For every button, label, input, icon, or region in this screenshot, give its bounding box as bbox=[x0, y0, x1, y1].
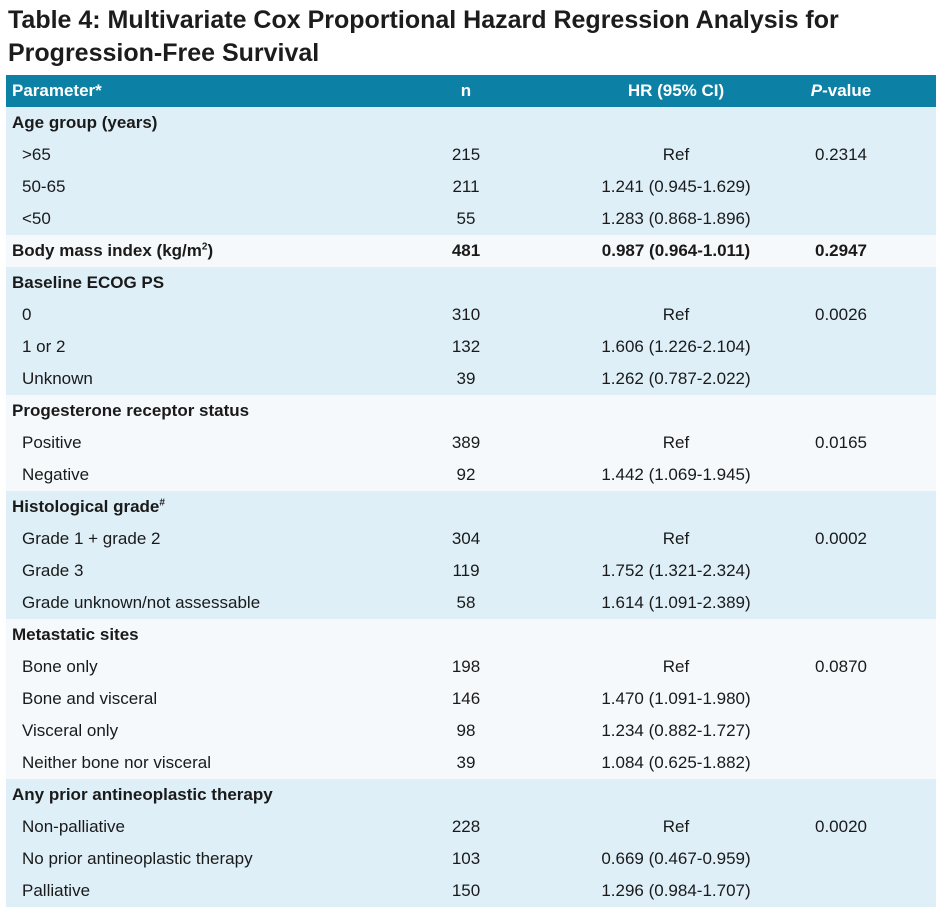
cell-parameter bbox=[22, 683, 157, 715]
parameter-text: Histological grade bbox=[12, 497, 160, 516]
cell-parameter bbox=[12, 619, 139, 651]
cell-n: 39 bbox=[456, 369, 476, 388]
cell-parameter bbox=[22, 651, 98, 683]
cell-hr-ci: 1.241 (0.945-1.629) bbox=[601, 177, 751, 196]
parameter-text: <50 bbox=[22, 209, 51, 228]
parameter-text: Unknown bbox=[22, 369, 93, 388]
cell-parameter bbox=[22, 811, 125, 843]
cell-p-value: 0.2314 bbox=[815, 145, 867, 164]
header-hr: HR (95% CI) bbox=[627, 81, 725, 100]
parameter-text: Palliative bbox=[22, 881, 91, 900]
parameter-text: Grade unknown/not assessable bbox=[22, 593, 261, 612]
cell-parameter bbox=[12, 491, 165, 523]
parameter-text: Bone and visceral bbox=[22, 689, 158, 708]
table-group-row bbox=[6, 619, 936, 651]
table-group-row bbox=[6, 235, 936, 267]
cell-parameter bbox=[22, 555, 83, 587]
parameter-superscript: 2 bbox=[201, 241, 208, 253]
cell-p-value: 0.0165 bbox=[815, 433, 867, 452]
parameter-text: Baseline ECOG PS bbox=[12, 273, 165, 292]
cell-n: 215 bbox=[451, 145, 481, 164]
cell-n: 481 bbox=[451, 241, 481, 260]
cell-n: 198 bbox=[451, 657, 481, 676]
parameter-text: 50-65 bbox=[22, 177, 66, 196]
table-row bbox=[6, 875, 936, 907]
parameter-text: Negative bbox=[22, 465, 90, 484]
cell-hr-ci: 0.669 (0.467-0.959) bbox=[601, 849, 751, 868]
header-p-value bbox=[786, 75, 896, 107]
table-row bbox=[6, 523, 936, 555]
parameter-text: Neither bone nor visceral bbox=[22, 753, 211, 772]
cell-hr-ci: Ref bbox=[662, 433, 690, 452]
parameter-text: No prior antineoplastic therapy bbox=[22, 849, 253, 868]
table-row bbox=[6, 715, 936, 747]
cell-parameter bbox=[22, 299, 31, 331]
cell-p-value: 0.0870 bbox=[815, 657, 867, 676]
parameter-text: Positive bbox=[22, 433, 82, 452]
table-group-row bbox=[6, 491, 936, 523]
parameter-text: Body mass index (kg/m bbox=[12, 241, 202, 260]
cell-p-value: 0.0020 bbox=[815, 817, 867, 836]
cell-hr-ci: Ref bbox=[662, 145, 690, 164]
cell-hr-ci: Ref bbox=[662, 529, 690, 548]
cell-parameter bbox=[22, 747, 211, 779]
cell-n: 389 bbox=[451, 433, 481, 452]
table-header-row bbox=[6, 75, 936, 107]
cell-hr-ci: Ref bbox=[662, 817, 690, 836]
cell-parameter bbox=[22, 459, 89, 491]
table-row bbox=[6, 171, 936, 203]
cell-n: 146 bbox=[451, 689, 481, 708]
table-row bbox=[6, 139, 936, 171]
cell-parameter bbox=[22, 139, 51, 171]
table-group-row bbox=[6, 779, 936, 811]
table-row bbox=[6, 299, 936, 331]
parameter-text: Grade 1 + grade 2 bbox=[22, 529, 161, 548]
parameter-superscript: # bbox=[159, 497, 165, 509]
table-title-line-2: Progression-Free Survival bbox=[8, 39, 320, 67]
cell-hr-ci: 1.084 (0.625-1.882) bbox=[601, 753, 751, 772]
table-row bbox=[6, 331, 936, 363]
table-group-row bbox=[6, 267, 936, 299]
parameter-text: 1 or 2 bbox=[22, 337, 66, 356]
cell-hr-ci: Ref bbox=[662, 657, 690, 676]
cell-parameter bbox=[22, 843, 253, 875]
cell-parameter bbox=[22, 363, 93, 395]
table-title-line-1: Table 4: Multivariate Cox Proportional Hazard Regression Analysis for bbox=[8, 6, 839, 34]
cell-n: 92 bbox=[456, 465, 476, 484]
table-body bbox=[6, 107, 936, 907]
table-row bbox=[6, 427, 936, 459]
cell-parameter bbox=[22, 171, 65, 203]
cell-n: 98 bbox=[456, 721, 476, 740]
cell-n: 310 bbox=[451, 305, 481, 324]
cell-n: 39 bbox=[456, 753, 476, 772]
cell-parameter bbox=[12, 235, 213, 267]
parameter-suffix: ) bbox=[207, 241, 214, 260]
cell-parameter bbox=[22, 523, 160, 555]
table-row bbox=[6, 203, 936, 235]
cell-hr-ci: 1.296 (0.984-1.707) bbox=[601, 881, 751, 900]
cell-parameter bbox=[22, 331, 65, 363]
cell-hr-ci: 0.987 (0.964-1.011) bbox=[601, 241, 751, 260]
table-row bbox=[6, 363, 936, 395]
cell-n: 103 bbox=[451, 849, 481, 868]
cell-parameter bbox=[22, 715, 118, 747]
header-p-italic: P bbox=[810, 81, 823, 100]
parameter-text: Grade 3 bbox=[22, 561, 84, 580]
cell-n: 55 bbox=[456, 209, 476, 228]
cell-hr-ci: 1.262 (0.787-2.022) bbox=[601, 369, 751, 388]
cell-hr-ci: 1.442 (1.069-1.945) bbox=[601, 465, 751, 484]
table-group-row bbox=[6, 395, 936, 427]
table-row bbox=[6, 843, 936, 875]
parameter-text: Bone only bbox=[22, 657, 98, 676]
cell-p-value: 0.0026 bbox=[815, 305, 867, 324]
table-group-row bbox=[6, 107, 936, 139]
cell-p-value: 0.2947 bbox=[815, 241, 867, 260]
cell-parameter bbox=[22, 587, 260, 619]
header-n: n bbox=[460, 81, 472, 100]
cell-parameter bbox=[22, 203, 51, 235]
parameter-text: >65 bbox=[22, 145, 51, 164]
table-row bbox=[6, 587, 936, 619]
cell-parameter bbox=[22, 875, 90, 907]
parameter-text: Metastatic sites bbox=[12, 625, 139, 644]
parameter-text: Age group (years) bbox=[12, 113, 158, 132]
cell-hr-ci: 1.283 (0.868-1.896) bbox=[601, 209, 751, 228]
cell-n: 119 bbox=[452, 561, 480, 580]
parameter-text: Progesterone receptor status bbox=[12, 401, 250, 420]
table-row bbox=[6, 651, 936, 683]
cell-parameter bbox=[12, 107, 157, 139]
cell-n: 211 bbox=[452, 177, 480, 196]
table-row bbox=[6, 555, 936, 587]
cell-n: 228 bbox=[451, 817, 481, 836]
parameter-text: Non-palliative bbox=[22, 817, 125, 836]
table-row bbox=[6, 747, 936, 779]
cell-n: 150 bbox=[451, 881, 481, 900]
table-row bbox=[6, 459, 936, 491]
cell-p-value: 0.0002 bbox=[815, 529, 867, 548]
cell-hr-ci: 1.606 (1.226-2.104) bbox=[601, 337, 751, 356]
table-row bbox=[6, 811, 936, 843]
cell-parameter bbox=[22, 427, 82, 459]
cell-hr-ci: 1.752 (1.321-2.324) bbox=[601, 561, 751, 580]
cell-hr-ci: 1.234 (0.882-1.727) bbox=[601, 721, 751, 740]
cell-parameter bbox=[12, 267, 164, 299]
table-title bbox=[8, 4, 934, 70]
cell-parameter bbox=[12, 395, 249, 427]
parameter-text: Visceral only bbox=[22, 721, 119, 740]
header-p-rest: -value bbox=[822, 81, 872, 100]
hazard-regression-table bbox=[6, 75, 936, 907]
header-parameter: Parameter* bbox=[12, 81, 102, 100]
cell-hr-ci: 1.614 (1.091-2.389) bbox=[601, 593, 751, 612]
parameter-text: Any prior antineoplastic therapy bbox=[12, 785, 273, 804]
cell-n: 132 bbox=[451, 337, 481, 356]
cell-parameter bbox=[12, 779, 273, 811]
cell-hr-ci: Ref bbox=[662, 305, 690, 324]
cell-n: 58 bbox=[456, 593, 476, 612]
table-row bbox=[6, 683, 936, 715]
cell-hr-ci: 1.470 (1.091-1.980) bbox=[601, 689, 751, 708]
cell-n: 304 bbox=[451, 529, 481, 548]
parameter-text: 0 bbox=[22, 305, 32, 324]
